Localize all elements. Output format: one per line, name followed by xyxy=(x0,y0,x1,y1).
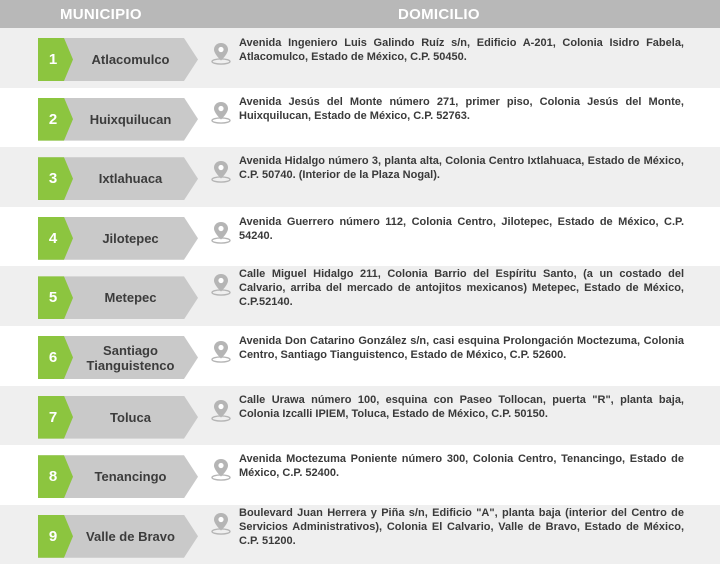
municipio-tag xyxy=(38,455,198,498)
row-number: 2 xyxy=(48,110,58,128)
location-pin-icon xyxy=(210,159,232,183)
table-row xyxy=(0,505,720,565)
municipio-name: Valle de Bravo xyxy=(86,528,175,544)
municipio-column-header: MUNICIPIO xyxy=(60,6,142,23)
location-pin-icon xyxy=(210,272,232,296)
municipio-name: Toluca xyxy=(110,409,151,425)
table-row xyxy=(0,266,720,326)
table-row xyxy=(0,28,720,88)
domicilio-column-header: DOMICILIO xyxy=(398,6,480,23)
domicilio-text: Avenida Hidalgo número 3, planta alta, Colonia Centro Ixtlahuaca, Estado de México, C.P. 50740. (Interior de la Plaza Nogal). xyxy=(239,155,684,182)
domicilio-text: Avenida Don Catarino González s/n, casi esquina Prolongación Moctezuma, Colonia Centro, Santiago Tianguistenco, Estado de México, C.P. 52600. xyxy=(239,335,684,361)
table-row xyxy=(0,326,720,386)
table-row xyxy=(0,207,720,267)
location-pin-icon xyxy=(210,511,232,535)
domicilio-text: Avenida Guerrero número 112, Colonia Centro, Jilotepec, Estado de México, C.P. 54240. xyxy=(239,215,684,242)
location-pin-icon xyxy=(210,339,232,363)
location-pin-icon xyxy=(210,41,232,65)
domicilio-text: Calle Urawa número 100, esquina con Paseo Tollocan, puerta "R", planta baja, Colonia Izcalli IPIEM, Toluca, Estado de México, C.P. 50150. xyxy=(239,393,684,420)
table-row xyxy=(0,147,720,207)
table-row xyxy=(0,88,720,148)
domicilio-text: Calle Miguel Hidalgo 211, Colonia Barrio del Espíritu Santo, (a un costado del Calvario, arriba del mercado de antojitos mexicanos) Metepec, Estado de México, C.P.52140. xyxy=(239,268,684,309)
domicilio-text: Avenida Jesús del Monte número 271, primer piso, Colonia Jesús del Monte, Huixquilucan, Estado de México, C.P. 52763. xyxy=(239,95,684,122)
municipio-tag xyxy=(38,98,198,141)
municipio-tag xyxy=(38,217,198,260)
municipio-tag xyxy=(38,157,198,200)
municipio-tag xyxy=(38,38,198,81)
municipio-tag xyxy=(38,276,198,319)
row-number: 3 xyxy=(48,170,58,188)
table-row xyxy=(0,445,720,505)
row-number: 9 xyxy=(48,527,58,545)
table-header xyxy=(0,0,720,28)
row-number: 6 xyxy=(48,349,58,366)
municipio-name: Huixquilucan xyxy=(89,111,172,127)
location-pin-icon xyxy=(210,100,232,124)
location-pin-icon xyxy=(210,398,232,422)
row-number: 5 xyxy=(48,289,58,307)
municipio-tag xyxy=(38,515,198,558)
municipio-name: Tenancingo xyxy=(94,469,167,485)
table-row xyxy=(0,386,720,446)
domicilio-text: Avenida Moctezuma Poniente número 300, Colonia Centro, Tenancingo, Estado de México, C.P. 52400. xyxy=(239,453,684,480)
municipio-tag xyxy=(38,336,198,379)
municipio-tag xyxy=(38,396,198,439)
domicilio-text: Boulevard Juan Herrera y Piña s/n, Edificio "A", planta baja (interior del Centro de Servicios Administrativos), Colonia El Calvario, Valle de Bravo, Estado de México, C.P. 51200. xyxy=(239,506,684,547)
municipio-name: Atlacomulco xyxy=(91,52,170,67)
location-pin-icon xyxy=(210,457,232,481)
municipio-name: Ixtlahuaca xyxy=(98,171,163,187)
row-number: 1 xyxy=(48,51,58,68)
row-number: 7 xyxy=(48,408,58,426)
municipio-name: Metepec xyxy=(104,290,157,306)
municipio-name: Jilotepec xyxy=(102,230,159,246)
row-number: 8 xyxy=(48,468,58,486)
municipio-name: Santiago Tianguistenco xyxy=(86,342,175,373)
location-pin-icon xyxy=(210,220,232,244)
domicilio-text: Avenida Ingeniero Luis Galindo Ruíz s/n, Edificio A-201, Colonia Isidro Fabela, Atlacomulco, Estado de México, C.P. 50450. xyxy=(239,37,684,63)
row-number: 4 xyxy=(48,229,58,247)
